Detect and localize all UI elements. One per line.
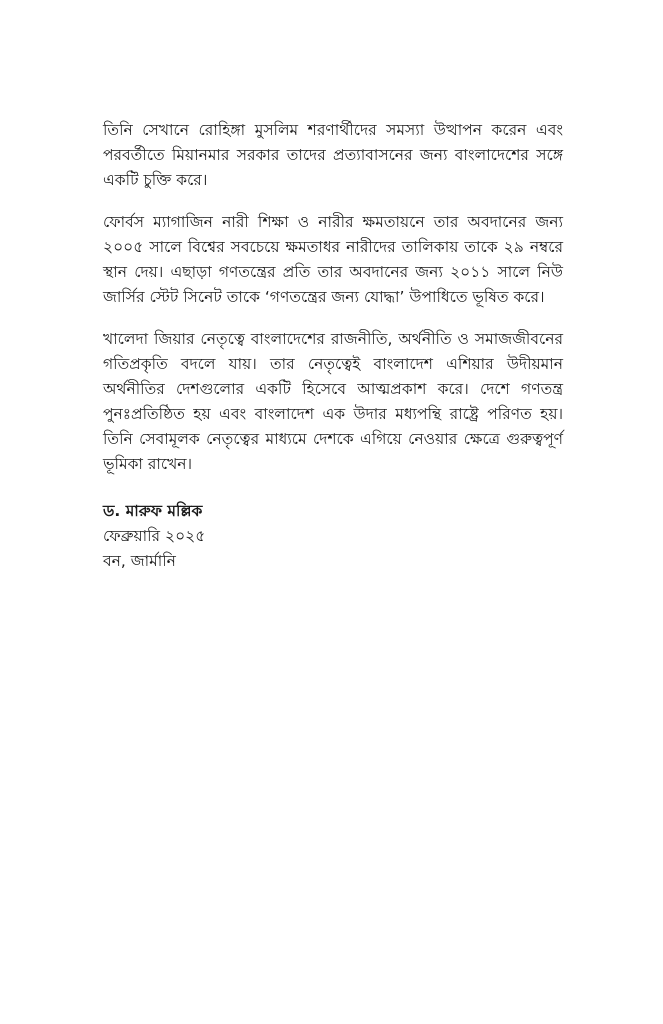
- signature-place: বন, জার্মানি: [103, 552, 176, 570]
- document-page: [103, 118, 563, 574]
- paragraph-rohingya: তিনি সেখানে রোহিঙ্গা মুসলিম শরণার্থীদের সমস্যা উত্থাপন করেন এবং পরবর্তীতে মিয়ানমার সরকার তাদের প্রত্যাবাসনের জন্য বাংলাদেশের সঙ্গে একটি চুক্তি করে।: [103, 121, 563, 189]
- signature-date: ফেব্রুয়ারি ২০২৫: [103, 527, 206, 545]
- author-name: ড. মারুফ মল্লিক: [103, 502, 203, 520]
- paragraph-leadership: খালেদা জিয়ার নেতৃত্বে বাংলাদেশের রাজনীতি, অর্থনীতি ও সমাজজীবনের গতিপ্রকৃতি বদলে যায়। তার নেতৃত্বেই বাংলাদেশ এশিয়ার উদীয়মান অর্থনীতির দেশগুলোর একটি হিসেবে আত্মপ্রকাশ করে। দেশে গণতন্ত্র পুনঃপ্রতিষ্ঠিত হয় এবং বাংলাদেশ এক উদার মধ্যপন্থি রাষ্ট্রে পরিণত হয়। তিনি সেবামূলক নেতৃত্বের মাধ্যমে দেশকে এগিয়ে নেওয়ার ক্ষেত্রে গুরুত্বপূর্ণ ভূমিকা রাখেন।: [103, 330, 563, 473]
- signature-block: [103, 499, 563, 574]
- paragraph-forbes: ফোর্বস ম্যাগাজিন নারী শিক্ষা ও নারীর ক্ষমতায়নে তার অবদানের জন্য ২০০৫ সালে বিশ্বের সবচেয়ে ক্ষমতাধর নারীদের তালিকায় তাকে ২৯ নম্বরে স্থান দেয়। এছাড়া গণতন্ত্রের প্রতি তার অবদানের জন্য ২০১১ সালে নিউ জার্সির স্টেট সিনেট তাকে ‘গণতন্ত্রের জন্য যোদ্ধা’ উপাধিতে ভূষিত করে।: [103, 213, 563, 306]
